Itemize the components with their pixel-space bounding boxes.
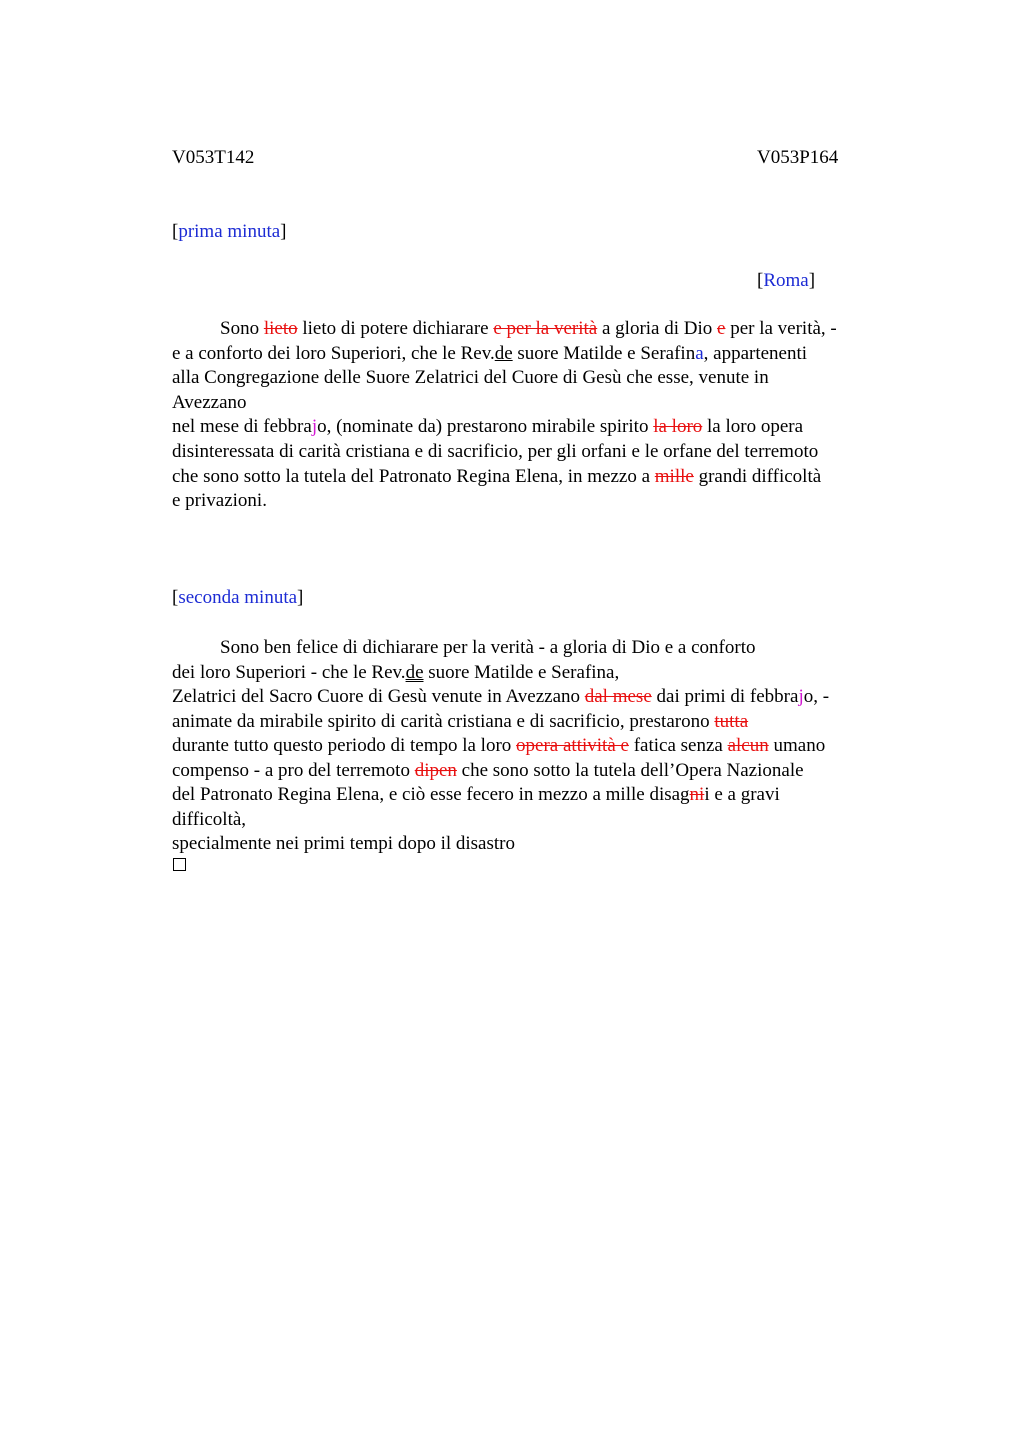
editorial-addition: a bbox=[695, 342, 704, 364]
text-line bbox=[172, 366, 769, 390]
deleted-text: opera attività e bbox=[516, 735, 629, 756]
text-segment: fatica senza bbox=[628, 735, 728, 756]
text-line bbox=[172, 710, 748, 734]
text-segment: animate da mirabile spirito di carità cristiana e di sacrificio, prestarono bbox=[172, 710, 715, 732]
text-segment: i e a gravi bbox=[704, 784, 780, 805]
empty-square-icon bbox=[173, 858, 186, 871]
deleted-text: la loro bbox=[653, 416, 703, 438]
text-segment: , appartenenti bbox=[703, 342, 808, 364]
text-segment: Zelatrici del Sacro Cuore di Gesù venute in Avezzano bbox=[172, 686, 585, 707]
place-label: [Roma] bbox=[757, 270, 816, 291]
deleted-text: mille bbox=[654, 465, 694, 487]
text-segment: per la verità, - bbox=[725, 318, 837, 339]
text-line bbox=[172, 808, 246, 832]
text-segment: dai primi di febbra bbox=[651, 686, 799, 707]
deleted-text: tutta bbox=[714, 710, 749, 732]
text-line bbox=[172, 391, 247, 415]
text-line bbox=[172, 759, 804, 783]
underlined-abbreviation: de bbox=[405, 661, 424, 683]
text-line bbox=[172, 489, 267, 513]
text-line bbox=[172, 832, 515, 856]
place-label-text: Roma bbox=[763, 270, 809, 291]
underlined-abbreviation: de bbox=[494, 342, 513, 364]
text-segment: Sono bbox=[220, 318, 264, 339]
text-line bbox=[220, 636, 755, 660]
text-segment: umano bbox=[768, 735, 826, 756]
text-segment: Avezzano bbox=[172, 391, 247, 413]
text-line bbox=[172, 685, 829, 709]
text-line bbox=[172, 783, 780, 807]
text-line bbox=[220, 317, 837, 341]
letter-correction: j bbox=[311, 416, 318, 438]
text-segment: del Patronato Regina Elena, e ciò esse fecero in mezzo a mille disag bbox=[172, 784, 690, 805]
deleted-text: dal mese bbox=[584, 686, 652, 707]
text-segment: o, (nominate da) prestarono mirabile spirito bbox=[317, 416, 654, 438]
text-line bbox=[172, 415, 803, 439]
deleted-text: alcun bbox=[727, 735, 769, 756]
text-segment: Sono ben felice di dichiarare per la verità - a gloria di Dio e a conforto bbox=[220, 637, 756, 658]
text-segment: disinteressata di carità cristiana e di sacrificio, per gli orfani e le orfane del terremoto bbox=[172, 441, 819, 462]
text-segment: specialmente nei primi tempi dopo il disastro bbox=[172, 833, 515, 854]
second-draft-label-text: seconda minuta bbox=[178, 587, 298, 608]
deleted-text: e per la verità bbox=[493, 318, 598, 339]
text-segment: lieto di potere dichiarare bbox=[297, 318, 494, 339]
text-segment: e a conforto dei loro Superiori, che le Rev. bbox=[172, 342, 495, 364]
text-segment: la loro opera bbox=[702, 416, 804, 438]
text-segment: suore Matilde e Serafina, bbox=[423, 661, 620, 683]
deleted-text: lieto bbox=[263, 318, 298, 339]
text-segment: difficoltà, bbox=[172, 808, 247, 830]
text-line bbox=[172, 734, 825, 758]
text-segment: o, - bbox=[803, 686, 830, 707]
right-code: V053P164 bbox=[757, 147, 839, 168]
second-draft-label: [seconda minuta] bbox=[172, 587, 304, 608]
deleted-text: e bbox=[717, 318, 726, 339]
text-segment: alla Congregazione delle Suore Zelatrici del Cuore di Gesù che esse, venute in bbox=[172, 367, 769, 389]
first-draft-label-text: prima minuta bbox=[178, 221, 281, 242]
text-segment: che sono sotto la tutela del Patronato Regina Elena, in mezzo a bbox=[172, 465, 655, 487]
first-draft-label: [prima minuta] bbox=[172, 221, 287, 242]
text-segment: compenso - a pro del terremoto bbox=[172, 759, 415, 781]
left-code: V053T142 bbox=[172, 147, 255, 168]
text-segment: dei loro Superiori - che le Rev. bbox=[172, 661, 406, 683]
deleted-text: dipen bbox=[414, 759, 457, 781]
text-segment: suore Matilde e Serafin bbox=[512, 342, 696, 364]
text-segment: durante tutto questo periodo di tempo la loro bbox=[172, 735, 517, 756]
text-line bbox=[172, 440, 818, 464]
text-segment: a gloria di Dio bbox=[597, 318, 718, 339]
text-segment: e privazioni. bbox=[172, 490, 267, 512]
text-line bbox=[172, 661, 619, 685]
text-segment: grandi difficoltà bbox=[693, 465, 822, 487]
text-segment: nel mese di febbra bbox=[172, 416, 312, 438]
text-line bbox=[172, 465, 821, 489]
deleted-text: ni bbox=[689, 784, 705, 805]
text-segment: che sono sotto la tutela dell’Opera Nazionale bbox=[456, 759, 804, 781]
letter-correction: j bbox=[798, 686, 804, 707]
text-line bbox=[172, 342, 807, 366]
